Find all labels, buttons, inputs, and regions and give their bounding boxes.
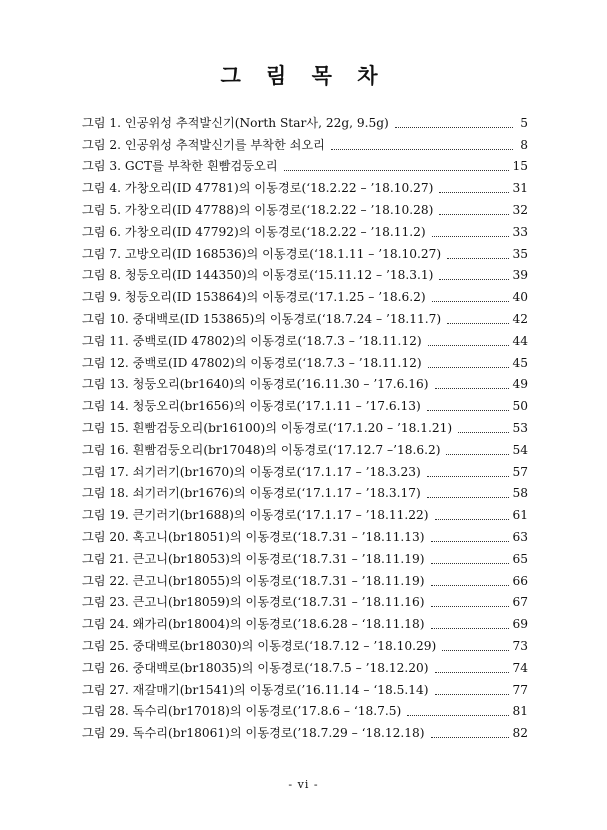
toc-entry-page: 8 — [520, 137, 528, 152]
dot-leader — [427, 496, 510, 498]
toc-entry-page: 65 — [512, 551, 528, 566]
toc-entry-page: 35 — [512, 246, 528, 261]
toc-entry-page: 42 — [512, 311, 528, 326]
toc-entry[interactable] — [82, 568, 528, 590]
toc-entry-label: 그림 14. 청둥오리(br1656)의 이동경로(’17.1.11 – ’17.6.13) — [82, 399, 421, 414]
dot-leader — [427, 475, 510, 477]
toc-entry-label: 그림 11. 중백로(ID 47802)의 이동경로(‘18.7.3 – ’18.11.12) — [82, 333, 422, 348]
toc-entry-page: 61 — [512, 508, 528, 523]
toc-entry-page: 67 — [512, 595, 528, 610]
page-number: - vi - — [288, 778, 319, 791]
dot-leader — [439, 191, 509, 193]
toc-entry-page: 39 — [512, 268, 528, 283]
toc-entry[interactable] — [82, 677, 528, 699]
dot-leader — [427, 409, 510, 411]
toc-entry-label: 그림 29. 독수리(br18061)의 이동경로(’18.7.29 – ‘18.12.18) — [82, 726, 425, 741]
toc-entry[interactable] — [82, 633, 528, 655]
toc-entry-page: 74 — [512, 660, 528, 675]
toc-entry-label: 그림 7. 고방오리(ID 168536)의 이동경로(‘18.1.11 – ’18.10.27) — [82, 246, 442, 261]
toc-entry[interactable] — [82, 481, 528, 503]
toc-entry[interactable] — [82, 372, 528, 394]
toc-entry[interactable] — [82, 611, 528, 633]
dot-leader — [447, 322, 509, 324]
page-title: 그 림 목 차 — [220, 63, 387, 88]
toc-entry-label: 그림 9. 청둥오리(ID 153864)의 이동경로(‘17.1.25 – ’18.6.2) — [82, 290, 426, 305]
toc-entry[interactable] — [82, 720, 528, 742]
toc-entry-label: 그림 16. 흰빰검둥오리(br17048)의 이동경로(‘17.12.7 –’18.6.2) — [82, 442, 441, 457]
dot-leader — [431, 736, 510, 738]
toc-entry-label: 그림 1. 인공위성 추적발신기(North Star사, 22g, 9.5g) — [82, 115, 389, 130]
toc-entry[interactable] — [82, 284, 528, 306]
toc-entry[interactable] — [82, 175, 528, 197]
toc-entry-label: 그림 19. 큰기러기(br1688)의 이동경로(‘17.1.17 – ’18.11.22) — [82, 508, 429, 523]
dot-leader — [431, 627, 510, 629]
toc-entry-label: 그림 12. 중백로(ID 47802)의 이동경로(‘18.7.3 – ’18.11.12) — [82, 355, 422, 370]
dot-leader — [431, 562, 510, 564]
toc-entry-page: 15 — [512, 159, 528, 174]
toc-entry-page: 50 — [512, 399, 528, 414]
dot-leader — [447, 257, 509, 259]
toc-entry-label: 그림 20. 혹고니(br18051)의 이동경로(‘18.7.31 – ’18.11.13) — [82, 529, 425, 544]
toc-entry[interactable] — [82, 263, 528, 285]
toc-entry-page: 54 — [512, 442, 528, 457]
toc-entry-page: 40 — [512, 290, 528, 305]
dot-leader — [407, 714, 509, 716]
dot-leader — [395, 126, 513, 128]
dot-leader — [431, 584, 510, 586]
toc-entry-label: 그림 17. 쇠기러기(br1670)의 이동경로(‘17.1.17 – ’18.3.23) — [82, 464, 421, 479]
toc-entry-page: 58 — [512, 486, 528, 501]
toc-entry-page: 33 — [512, 224, 528, 239]
dot-leader — [458, 431, 509, 433]
toc-entry-page: 53 — [512, 420, 528, 435]
dot-leader — [331, 148, 513, 150]
figure-list — [82, 110, 528, 742]
toc-entry-page: 5 — [520, 115, 528, 130]
toc-entry-page: 45 — [512, 355, 528, 370]
toc-entry[interactable] — [82, 415, 528, 437]
dot-leader — [432, 235, 510, 237]
dot-leader — [435, 387, 510, 389]
toc-entry[interactable] — [82, 110, 528, 132]
toc-entry-page: 81 — [512, 704, 528, 719]
dot-leader — [428, 344, 510, 346]
toc-entry[interactable] — [82, 699, 528, 721]
toc-entry-page: 31 — [512, 181, 528, 196]
toc-entry-label: 그림 3. GCT를 부착한 흰빰검둥오리 — [82, 159, 278, 174]
toc-entry-label: 그림 13. 청둥오리(br1640)의 이동경로(’16.11.30 – ’17.6.16) — [82, 377, 429, 392]
toc-entry-label: 그림 21. 큰고니(br18053)의 이동경로(‘18.7.31 – ’18.11.19) — [82, 551, 425, 566]
toc-entry[interactable] — [82, 241, 528, 263]
toc-entry[interactable] — [82, 655, 528, 677]
toc-entry[interactable] — [82, 502, 528, 524]
toc-entry-page: 32 — [512, 202, 528, 217]
dot-leader — [439, 213, 509, 215]
dot-leader — [446, 453, 509, 455]
toc-entry[interactable] — [82, 459, 528, 481]
toc-entry-page: 69 — [512, 617, 528, 632]
toc-entry-page: 77 — [512, 682, 528, 697]
toc-entry-label: 그림 22. 큰고니(br18055)의 이동경로(‘18.7.31 – ’18.11.19) — [82, 573, 425, 588]
dot-leader — [432, 300, 510, 302]
toc-entry-label: 그림 4. 가창오리(ID 47781)의 이동경로(‘18.2.22 – ’18.10.27) — [82, 181, 434, 196]
toc-entry[interactable] — [82, 524, 528, 546]
dot-leader — [435, 693, 510, 695]
toc-entry-page: 44 — [512, 333, 528, 348]
toc-entry-label: 그림 28. 독수리(br17018)의 이동경로(’17.8.6 – ‘18.7.5) — [82, 704, 402, 719]
toc-entry-label: 그림 2. 인공위성 추적발신기를 부착한 쇠오리 — [82, 137, 325, 152]
toc-entry[interactable] — [82, 197, 528, 219]
toc-entry-label: 그림 24. 왜가리(br18004)의 이동경로(’18.6.28 – ‘18.11.18) — [82, 617, 425, 632]
dot-leader — [435, 518, 510, 520]
dot-leader — [431, 605, 510, 607]
toc-entry[interactable] — [82, 154, 528, 176]
dot-leader — [428, 366, 510, 368]
toc-entry-label: 그림 25. 중대백로(br18030)의 이동경로(‘18.7.12 – ’18.10.29) — [82, 638, 437, 653]
toc-entry[interactable] — [82, 393, 528, 415]
toc-entry[interactable] — [82, 590, 528, 612]
toc-entry-page: 63 — [512, 529, 528, 544]
toc-entry[interactable] — [82, 546, 528, 568]
dot-leader — [439, 278, 509, 280]
dot-leader — [442, 649, 509, 651]
toc-entry[interactable] — [82, 219, 528, 241]
toc-entry-label: 그림 26. 중대백로(br18035)의 이동경로(‘18.7.5 – ’18.12.20) — [82, 660, 429, 675]
toc-entry-page: 57 — [512, 464, 528, 479]
toc-entry[interactable] — [82, 306, 528, 328]
toc-entry-label: 그림 6. 가창오리(ID 47792)의 이동경로(‘18.2.22 – ’18.11.2) — [82, 224, 426, 239]
dot-leader — [284, 169, 510, 171]
toc-entry-label: 그림 15. 흰빰검둥오리(br16100)의 이동경로(‘17.1.20 – ’18.1.21) — [82, 420, 453, 435]
toc-entry-page: 66 — [512, 573, 528, 588]
dot-leader — [435, 671, 510, 673]
toc-entry-page: 82 — [512, 726, 528, 741]
toc-entry-page: 73 — [512, 638, 528, 653]
toc-entry[interactable] — [82, 328, 528, 350]
dot-leader — [431, 540, 510, 542]
toc-entry-label: 그림 8. 청둥오리(ID 144350)의 이동경로(‘15.11.12 – ’18.3.1) — [82, 268, 434, 283]
toc-entry[interactable] — [82, 437, 528, 459]
toc-entry-label: 그림 27. 재갈매기(br1541)의 이동경로(’16.11.14 – ‘18.5.14) — [82, 682, 429, 697]
toc-entry-label: 그림 18. 쇠기러기(br1676)의 이동경로(‘17.1.17 – ’18.3.17) — [82, 486, 421, 501]
toc-entry[interactable] — [82, 350, 528, 372]
toc-entry-label: 그림 10. 중대백로(ID 153865)의 이동경로(‘18.7.24 – ’18.11.7) — [82, 311, 442, 326]
toc-entry-page: 49 — [512, 377, 528, 392]
toc-entry-label: 그림 5. 가창오리(ID 47788)의 이동경로(‘18.2.22 – ’18.10.28) — [82, 202, 434, 217]
toc-entry-label: 그림 23. 큰고니(br18059)의 이동경로(‘18.7.31 – ’18.11.16) — [82, 595, 425, 610]
toc-entry[interactable] — [82, 132, 528, 154]
